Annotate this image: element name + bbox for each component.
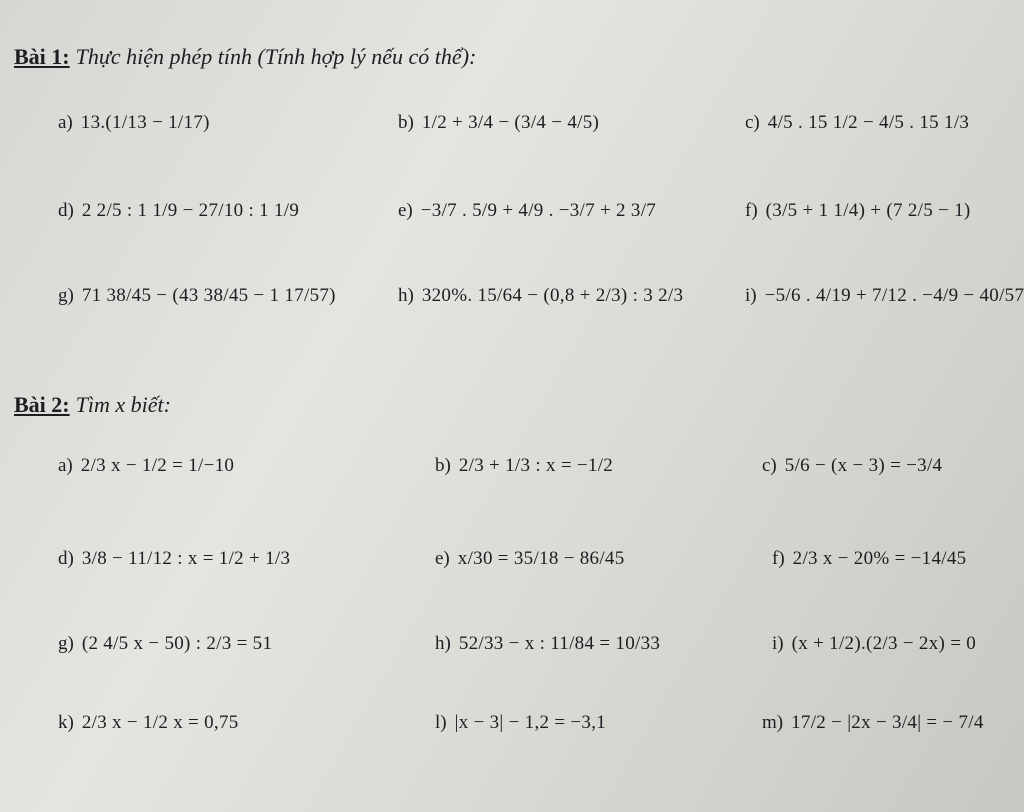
- item-expression: −5/6 . 4/19 + 7/12 . −4/9 − 40/57: [764, 285, 1024, 306]
- exercise-2-item-f: [772, 548, 966, 570]
- item-label: f): [745, 200, 758, 221]
- item-label: d): [58, 548, 74, 569]
- item-expression: 2/3 x − 1/2 x = 0,75: [81, 712, 239, 733]
- exercise-2-item-i: [772, 633, 976, 655]
- item-label: e): [435, 548, 450, 569]
- item-expression: 2/3 x − 1/2 = 1/−10: [80, 455, 235, 476]
- item-label: m): [762, 712, 784, 733]
- item-label: l): [435, 712, 447, 733]
- exercise-2-heading: [14, 392, 171, 418]
- item-label: k): [58, 712, 74, 733]
- exercise-1-item-i: [745, 285, 1024, 307]
- item-label: g): [58, 285, 74, 306]
- item-expression: 71 38/45 − (43 38/45 − 1 17/57): [81, 285, 336, 306]
- item-expression: 2 2/5 : 1 1/9 − 27/10 : 1 1/9: [81, 200, 300, 221]
- exercise-1-item-h: [398, 285, 683, 307]
- exercise-2-item-l: [435, 712, 606, 734]
- item-label: c): [745, 112, 760, 133]
- exercise-1-title: Thực hiện phép tính (Tính hợp lý nếu có thể):: [75, 44, 477, 69]
- item-expression: 13.(1/13 − 1/17): [80, 112, 210, 133]
- item-label: h): [435, 633, 451, 654]
- item-label: i): [745, 285, 757, 306]
- item-label: c): [762, 455, 777, 476]
- item-expression: (3/5 + 1 1/4) + (7 2/5 − 1): [765, 200, 971, 221]
- item-expression: 320%. 15/64 − (0,8 + 2/3) : 3 2/3: [421, 285, 684, 306]
- exercise-2-item-a: [58, 455, 234, 477]
- item-expression: 3/8 − 11/12 : x = 1/2 + 1/3: [81, 548, 291, 569]
- exercise-1-item-b: [398, 112, 599, 134]
- exercise-1-item-e: [398, 200, 656, 222]
- exercise-2-item-h: [435, 633, 660, 655]
- exercise-2-item-k: [58, 712, 239, 734]
- item-label: d): [58, 200, 74, 221]
- exercise-2-item-d: [58, 548, 290, 570]
- exercise-2-title: Tìm x biết:: [75, 392, 171, 417]
- item-expression: 52/33 − x : 11/84 = 10/33: [458, 633, 661, 654]
- item-label: b): [435, 455, 451, 476]
- exercise-1-item-d: [58, 200, 299, 222]
- exercise-1-item-a: [58, 112, 210, 134]
- exercise-1-item-g: [58, 285, 336, 307]
- item-label: g): [58, 633, 74, 654]
- exercise-1-item-f: [745, 200, 971, 222]
- item-expression: (x + 1/2).(2/3 − 2x) = 0: [791, 633, 977, 654]
- exercise-1-number: Bài 1:: [14, 44, 70, 69]
- item-expression: 2/3 + 1/3 : x = −1/2: [458, 455, 614, 476]
- item-label: a): [58, 455, 73, 476]
- exercise-2-item-b: [435, 455, 613, 477]
- item-label: a): [58, 112, 73, 133]
- item-label: b): [398, 112, 414, 133]
- item-label: h): [398, 285, 414, 306]
- item-expression: 4/5 . 15 1/2 − 4/5 . 15 1/3: [767, 112, 970, 133]
- item-expression: |x − 3| − 1,2 = −3,1: [454, 712, 607, 733]
- exercise-2-item-c: [762, 455, 942, 477]
- item-expression: 2/3 x − 20% = −14/45: [792, 548, 967, 569]
- exercise-1-heading: [14, 44, 476, 70]
- exercise-2-item-g: [58, 633, 272, 655]
- item-expression: −3/7 . 5/9 + 4/9 . −3/7 + 2 3/7: [420, 200, 657, 221]
- item-label: e): [398, 200, 413, 221]
- exercise-1-item-c: [745, 112, 969, 134]
- exercise-2-item-e: [435, 548, 625, 570]
- exercise-2-item-m: [762, 712, 984, 734]
- item-label: f): [772, 548, 785, 569]
- item-expression: (2 4/5 x − 50) : 2/3 = 51: [81, 633, 273, 654]
- exercise-2-number: Bài 2:: [14, 392, 70, 417]
- item-expression: x/30 = 35/18 − 86/45: [457, 548, 625, 569]
- item-expression: 17/2 − |2x − 3/4| = − 7/4: [791, 712, 984, 733]
- item-label: i): [772, 633, 784, 654]
- item-expression: 1/2 + 3/4 − (3/4 − 4/5): [421, 112, 600, 133]
- item-expression: 5/6 − (x − 3) = −3/4: [784, 455, 943, 476]
